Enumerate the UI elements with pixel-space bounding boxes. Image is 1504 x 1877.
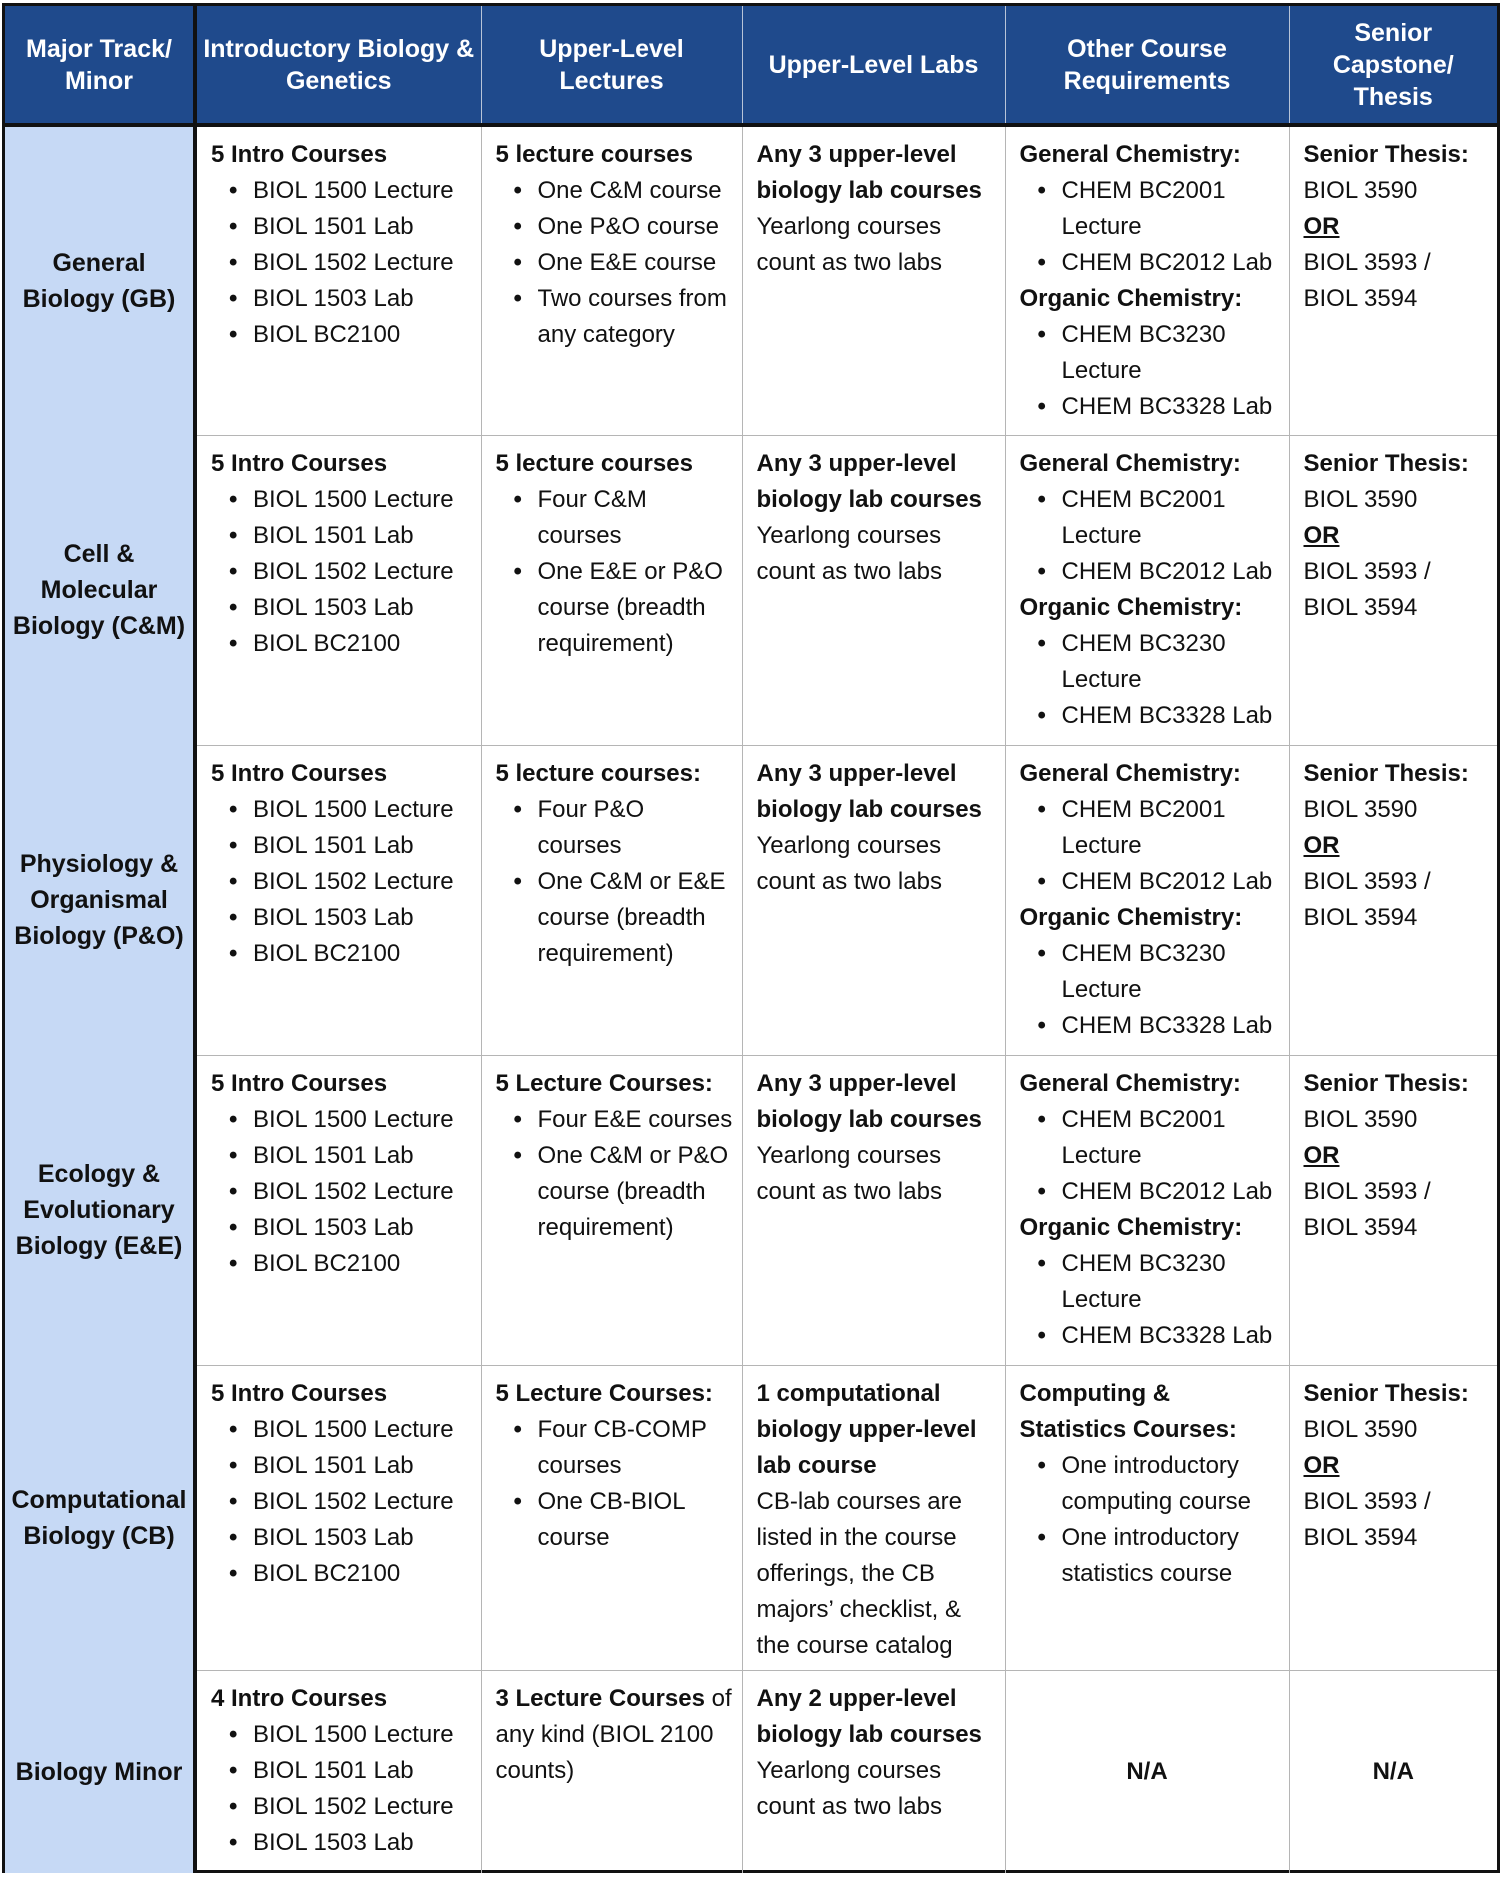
lectures-list xyxy=(496,173,734,353)
thesis-course-2: BIOL 3593 / BIOL 3594 xyxy=(1303,1487,1431,1551)
thesis-or: OR xyxy=(1303,831,1340,859)
gen-chem-title: General Chemistry: xyxy=(1019,1069,1241,1097)
list-item: • BIOL BC2100 xyxy=(211,317,473,353)
list-item: • BIOL 1501 Lab xyxy=(211,209,473,245)
org-chem-list xyxy=(1020,936,1281,1044)
list-item: • Four C&M courses xyxy=(496,482,734,554)
intro-title: 5 Intro Courses xyxy=(211,759,388,787)
intro-cell xyxy=(195,435,481,745)
list-item: • BIOL 1502 Lecture xyxy=(211,554,473,590)
labs-title: Any 3 upper-level biology lab courses xyxy=(756,141,982,204)
lectures-cell xyxy=(481,435,742,745)
other-cell-na: N/A xyxy=(1005,1670,1289,1873)
labs-cell xyxy=(742,1055,1005,1365)
list-item: • CHEM BC2012 Lab xyxy=(1020,1174,1281,1210)
thesis-course-1: BIOL 3590 xyxy=(1303,177,1418,204)
header-other: Other Course Requirements xyxy=(1005,6,1289,125)
intro-title: 4 Intro Courses xyxy=(211,1684,388,1712)
list-item: • CHEM BC2012 Lab xyxy=(1020,864,1281,900)
other-cell xyxy=(1005,745,1289,1055)
gen-chem-list xyxy=(1020,1102,1281,1210)
thesis-course-1: BIOL 3590 xyxy=(1303,795,1418,823)
list-item: • CHEM BC3328 Lab xyxy=(1020,1318,1281,1354)
thesis-course-2: BIOL 3593 / BIOL 3594 xyxy=(1303,1177,1431,1241)
list-item: • BIOL BC2100 xyxy=(211,626,473,662)
list-item: • One C&M or P&O course (breadth requirement) xyxy=(496,1138,734,1246)
list-item: • BIOL 1501 Lab xyxy=(211,828,473,864)
track-cell: Computational Biology (CB) xyxy=(5,1365,195,1670)
list-item: • BIOL 1503 Lab xyxy=(211,1520,473,1556)
track-cell: Cell & Molecular Biology (C&M) xyxy=(5,435,195,745)
thesis-title: Senior Thesis: xyxy=(1303,141,1469,168)
list-item: • One CB-BIOL course xyxy=(496,1484,734,1556)
list-item: • CHEM BC3230 Lecture xyxy=(1020,936,1281,1008)
lectures-list xyxy=(496,482,734,662)
gen-chem-title: General Chemistry: xyxy=(1019,449,1241,477)
header-track: Major Track/ Minor xyxy=(5,6,195,125)
list-item: • Two courses from any category xyxy=(496,281,734,353)
list-item: • BIOL 1501 Lab xyxy=(211,518,473,554)
other-cell xyxy=(1005,1365,1289,1670)
labs-note: CB-lab courses are listed in the course offerings, the CB majors’ checklist, & the course catalog xyxy=(756,1487,962,1659)
list-item: • BIOL 1502 Lecture xyxy=(211,1484,473,1520)
lectures-cell xyxy=(481,125,742,435)
list-item: • One C&M or E&E course (breadth requirement) xyxy=(496,864,734,972)
header-labs: Upper-Level Labs xyxy=(742,6,1005,125)
thesis-title: Senior Thesis: xyxy=(1303,449,1469,477)
thesis-or: OR xyxy=(1303,213,1340,240)
labs-note: Yearlong courses count as two labs xyxy=(756,213,942,276)
gen-chem-title: General Chemistry: xyxy=(1019,141,1241,168)
thesis-title: Senior Thesis: xyxy=(1303,1379,1469,1407)
list-item: • CHEM BC3230 Lecture xyxy=(1020,317,1281,389)
thesis-course-1: BIOL 3590 xyxy=(1303,1105,1418,1133)
intro-title: 5 Intro Courses xyxy=(211,1069,388,1097)
labs-cell xyxy=(742,1365,1005,1670)
list-item: • CHEM BC2012 Lab xyxy=(1020,554,1281,590)
thesis-title: Senior Thesis: xyxy=(1303,1069,1469,1097)
labs-note: Yearlong courses count as two labs xyxy=(756,1141,942,1205)
lectures-list xyxy=(496,1102,734,1246)
lectures-note: of any kind (BIOL 2100 counts) xyxy=(495,1684,732,1784)
capstone-cell xyxy=(1289,125,1497,435)
intro-list xyxy=(211,1412,473,1592)
list-item: • BIOL 1502 Lecture xyxy=(211,1789,473,1825)
list-item: • BIOL 1500 Lecture xyxy=(211,482,473,518)
labs-note: Yearlong courses count as two labs xyxy=(756,831,942,895)
thesis-course-2: BIOL 3593 / BIOL 3594 xyxy=(1303,249,1431,312)
org-chem-title: Organic Chemistry: xyxy=(1019,593,1243,621)
row-general-biology xyxy=(5,125,1497,435)
org-chem-title: Organic Chemistry: xyxy=(1019,903,1243,931)
labs-cell xyxy=(742,435,1005,745)
labs-title: 1 computational biology upper-level lab course xyxy=(756,1379,977,1479)
list-item: • One introductory computing course xyxy=(1020,1448,1281,1520)
header-row xyxy=(5,6,1497,125)
thesis-course-2: BIOL 3593 / BIOL 3594 xyxy=(1303,867,1431,931)
list-item: • BIOL 1501 Lab xyxy=(211,1448,473,1484)
thesis-course-2: BIOL 3593 / BIOL 3594 xyxy=(1303,557,1431,621)
list-item: • BIOL BC2100 xyxy=(211,1556,473,1592)
lectures-title: 3 Lecture Courses xyxy=(495,1684,705,1712)
capstone-cell xyxy=(1289,1055,1497,1365)
capstone-cell xyxy=(1289,1365,1497,1670)
list-item: • One E&E course xyxy=(496,245,734,281)
list-item: • CHEM BC2001 Lecture xyxy=(1020,482,1281,554)
gen-chem-list xyxy=(1020,792,1281,900)
list-item: • BIOL BC2100 xyxy=(211,936,473,972)
other-cell xyxy=(1005,125,1289,435)
intro-cell xyxy=(195,745,481,1055)
intro-title: 5 Intro Courses xyxy=(211,1379,388,1407)
list-item: • CHEM BC2001 Lecture xyxy=(1020,792,1281,864)
lectures-title: 5 lecture courses xyxy=(495,449,693,477)
gen-chem-list xyxy=(1020,173,1281,281)
intro-cell xyxy=(195,1055,481,1365)
list-item: • BIOL 1503 Lab xyxy=(211,590,473,626)
list-item: • Four CB-COMP courses xyxy=(496,1412,734,1484)
gen-chem-title: General Chemistry: xyxy=(1019,759,1241,787)
track-cell: Biology Minor xyxy=(5,1670,195,1873)
lectures-cell xyxy=(481,745,742,1055)
track-cell: Ecology & Evolutionary Biology (E&E) xyxy=(5,1055,195,1365)
thesis-course-1: BIOL 3590 xyxy=(1303,1415,1418,1443)
row-ecology-evolutionary xyxy=(5,1055,1497,1365)
requirements-table-frame xyxy=(2,3,1500,1873)
computing-stats-list xyxy=(1020,1448,1281,1592)
list-item: • CHEM BC3230 Lecture xyxy=(1020,1246,1281,1318)
list-item: • Four P&O courses xyxy=(496,792,734,864)
intro-list xyxy=(211,1717,473,1861)
org-chem-title: Organic Chemistry: xyxy=(1019,1213,1243,1241)
list-item: • BIOL 1502 Lecture xyxy=(211,1174,473,1210)
org-chem-list xyxy=(1020,626,1281,734)
lectures-title: 5 lecture courses xyxy=(495,141,693,168)
list-item: • BIOL 1503 Lab xyxy=(211,1210,473,1246)
labs-note: Yearlong courses count as two labs xyxy=(756,1756,942,1820)
intro-list xyxy=(211,173,473,353)
org-chem-list xyxy=(1020,1246,1281,1354)
capstone-cell-na: N/A xyxy=(1372,1757,1414,1785)
lectures-list xyxy=(496,1412,734,1556)
list-item: • BIOL 1502 Lecture xyxy=(211,864,473,900)
list-item: • BIOL 1500 Lecture xyxy=(211,1412,473,1448)
labs-title: Any 3 upper-level biology lab courses xyxy=(756,449,982,513)
list-item: • One P&O course xyxy=(496,209,734,245)
intro-list xyxy=(211,1102,473,1282)
list-item: • BIOL 1501 Lab xyxy=(211,1138,473,1174)
list-item: • CHEM BC3328 Lab xyxy=(1020,389,1281,425)
list-item: • BIOL BC2100 xyxy=(211,1246,473,1282)
thesis-or: OR xyxy=(1303,1141,1340,1169)
org-chem-title: Organic Chemistry: xyxy=(1019,285,1243,312)
thesis-title: Senior Thesis: xyxy=(1303,759,1469,787)
list-item: • BIOL 1500 Lecture xyxy=(211,173,473,209)
labs-cell xyxy=(742,745,1005,1055)
intro-cell xyxy=(195,1670,481,1873)
list-item: • BIOL 1503 Lab xyxy=(211,1825,473,1861)
thesis-or: OR xyxy=(1303,521,1340,549)
header-intro: Introductory Biology & Genetics xyxy=(195,6,481,125)
labs-cell xyxy=(742,125,1005,435)
capstone-cell xyxy=(1289,435,1497,745)
lectures-cell xyxy=(481,1055,742,1365)
track-cell: Physiology & Organismal Biology (P&O) xyxy=(5,745,195,1055)
lectures-title: 5 Lecture Courses: xyxy=(495,1379,713,1407)
header-lectures: Upper-Level Lectures xyxy=(481,6,742,125)
list-item: • BIOL 1500 Lecture xyxy=(211,1717,473,1753)
list-item: • BIOL 1500 Lecture xyxy=(211,1102,473,1138)
list-item: • Four E&E courses xyxy=(496,1102,734,1138)
list-item: • CHEM BC2012 Lab xyxy=(1020,245,1281,281)
row-biology-minor xyxy=(5,1670,1497,1873)
list-item: • CHEM BC2001 Lecture xyxy=(1020,1102,1281,1174)
list-item: • BIOL 1501 Lab xyxy=(211,1753,473,1789)
intro-list xyxy=(211,482,473,662)
list-item: • BIOL 1503 Lab xyxy=(211,900,473,936)
thesis-course-1: BIOL 3590 xyxy=(1303,485,1418,513)
list-item: • CHEM BC3230 Lecture xyxy=(1020,626,1281,698)
capstone-cell xyxy=(1289,745,1497,1055)
list-item: • One C&M course xyxy=(496,173,734,209)
labs-note: Yearlong courses count as two labs xyxy=(756,521,942,585)
track-cell: General Biology (GB) xyxy=(5,125,195,435)
org-chem-list xyxy=(1020,317,1281,425)
intro-cell xyxy=(195,1365,481,1670)
intro-title: 5 Intro Courses xyxy=(211,449,388,477)
lectures-list xyxy=(496,792,734,972)
lectures-cell xyxy=(481,1670,742,1873)
list-item: • CHEM BC2001 Lecture xyxy=(1020,173,1281,245)
intro-title: 5 Intro Courses xyxy=(211,141,388,168)
gen-chem-list xyxy=(1020,482,1281,590)
list-item: • One E&E or P&O course (breadth requirement) xyxy=(496,554,734,662)
list-item: • BIOL 1503 Lab xyxy=(211,281,473,317)
other-cell xyxy=(1005,435,1289,745)
requirements-table xyxy=(5,6,1497,1873)
list-item: • BIOL 1500 Lecture xyxy=(211,792,473,828)
intro-cell xyxy=(195,125,481,435)
intro-list xyxy=(211,792,473,972)
lectures-cell xyxy=(481,1365,742,1670)
list-item: • CHEM BC3328 Lab xyxy=(1020,1008,1281,1044)
labs-title: Any 3 upper-level biology lab courses xyxy=(756,1069,982,1133)
header-capstone: Senior Capstone/ Thesis xyxy=(1289,6,1497,125)
thesis-or: OR xyxy=(1303,1451,1340,1479)
lectures-title: 5 lecture courses: xyxy=(495,759,701,787)
computing-stats-title: Computing & Statistics Courses: xyxy=(1019,1379,1237,1443)
labs-title: Any 2 upper-level biology lab courses xyxy=(756,1684,982,1748)
other-cell xyxy=(1005,1055,1289,1365)
labs-cell xyxy=(742,1670,1005,1873)
row-cell-molecular xyxy=(5,435,1497,745)
labs-title: Any 3 upper-level biology lab courses xyxy=(756,759,982,823)
list-item: • BIOL 1502 Lecture xyxy=(211,245,473,281)
list-item: • One introductory statistics course xyxy=(1020,1520,1281,1592)
row-physiology-organismal xyxy=(5,745,1497,1055)
lectures-title: 5 Lecture Courses: xyxy=(495,1069,713,1097)
row-computational-biology xyxy=(5,1365,1497,1670)
list-item: • CHEM BC3328 Lab xyxy=(1020,698,1281,734)
